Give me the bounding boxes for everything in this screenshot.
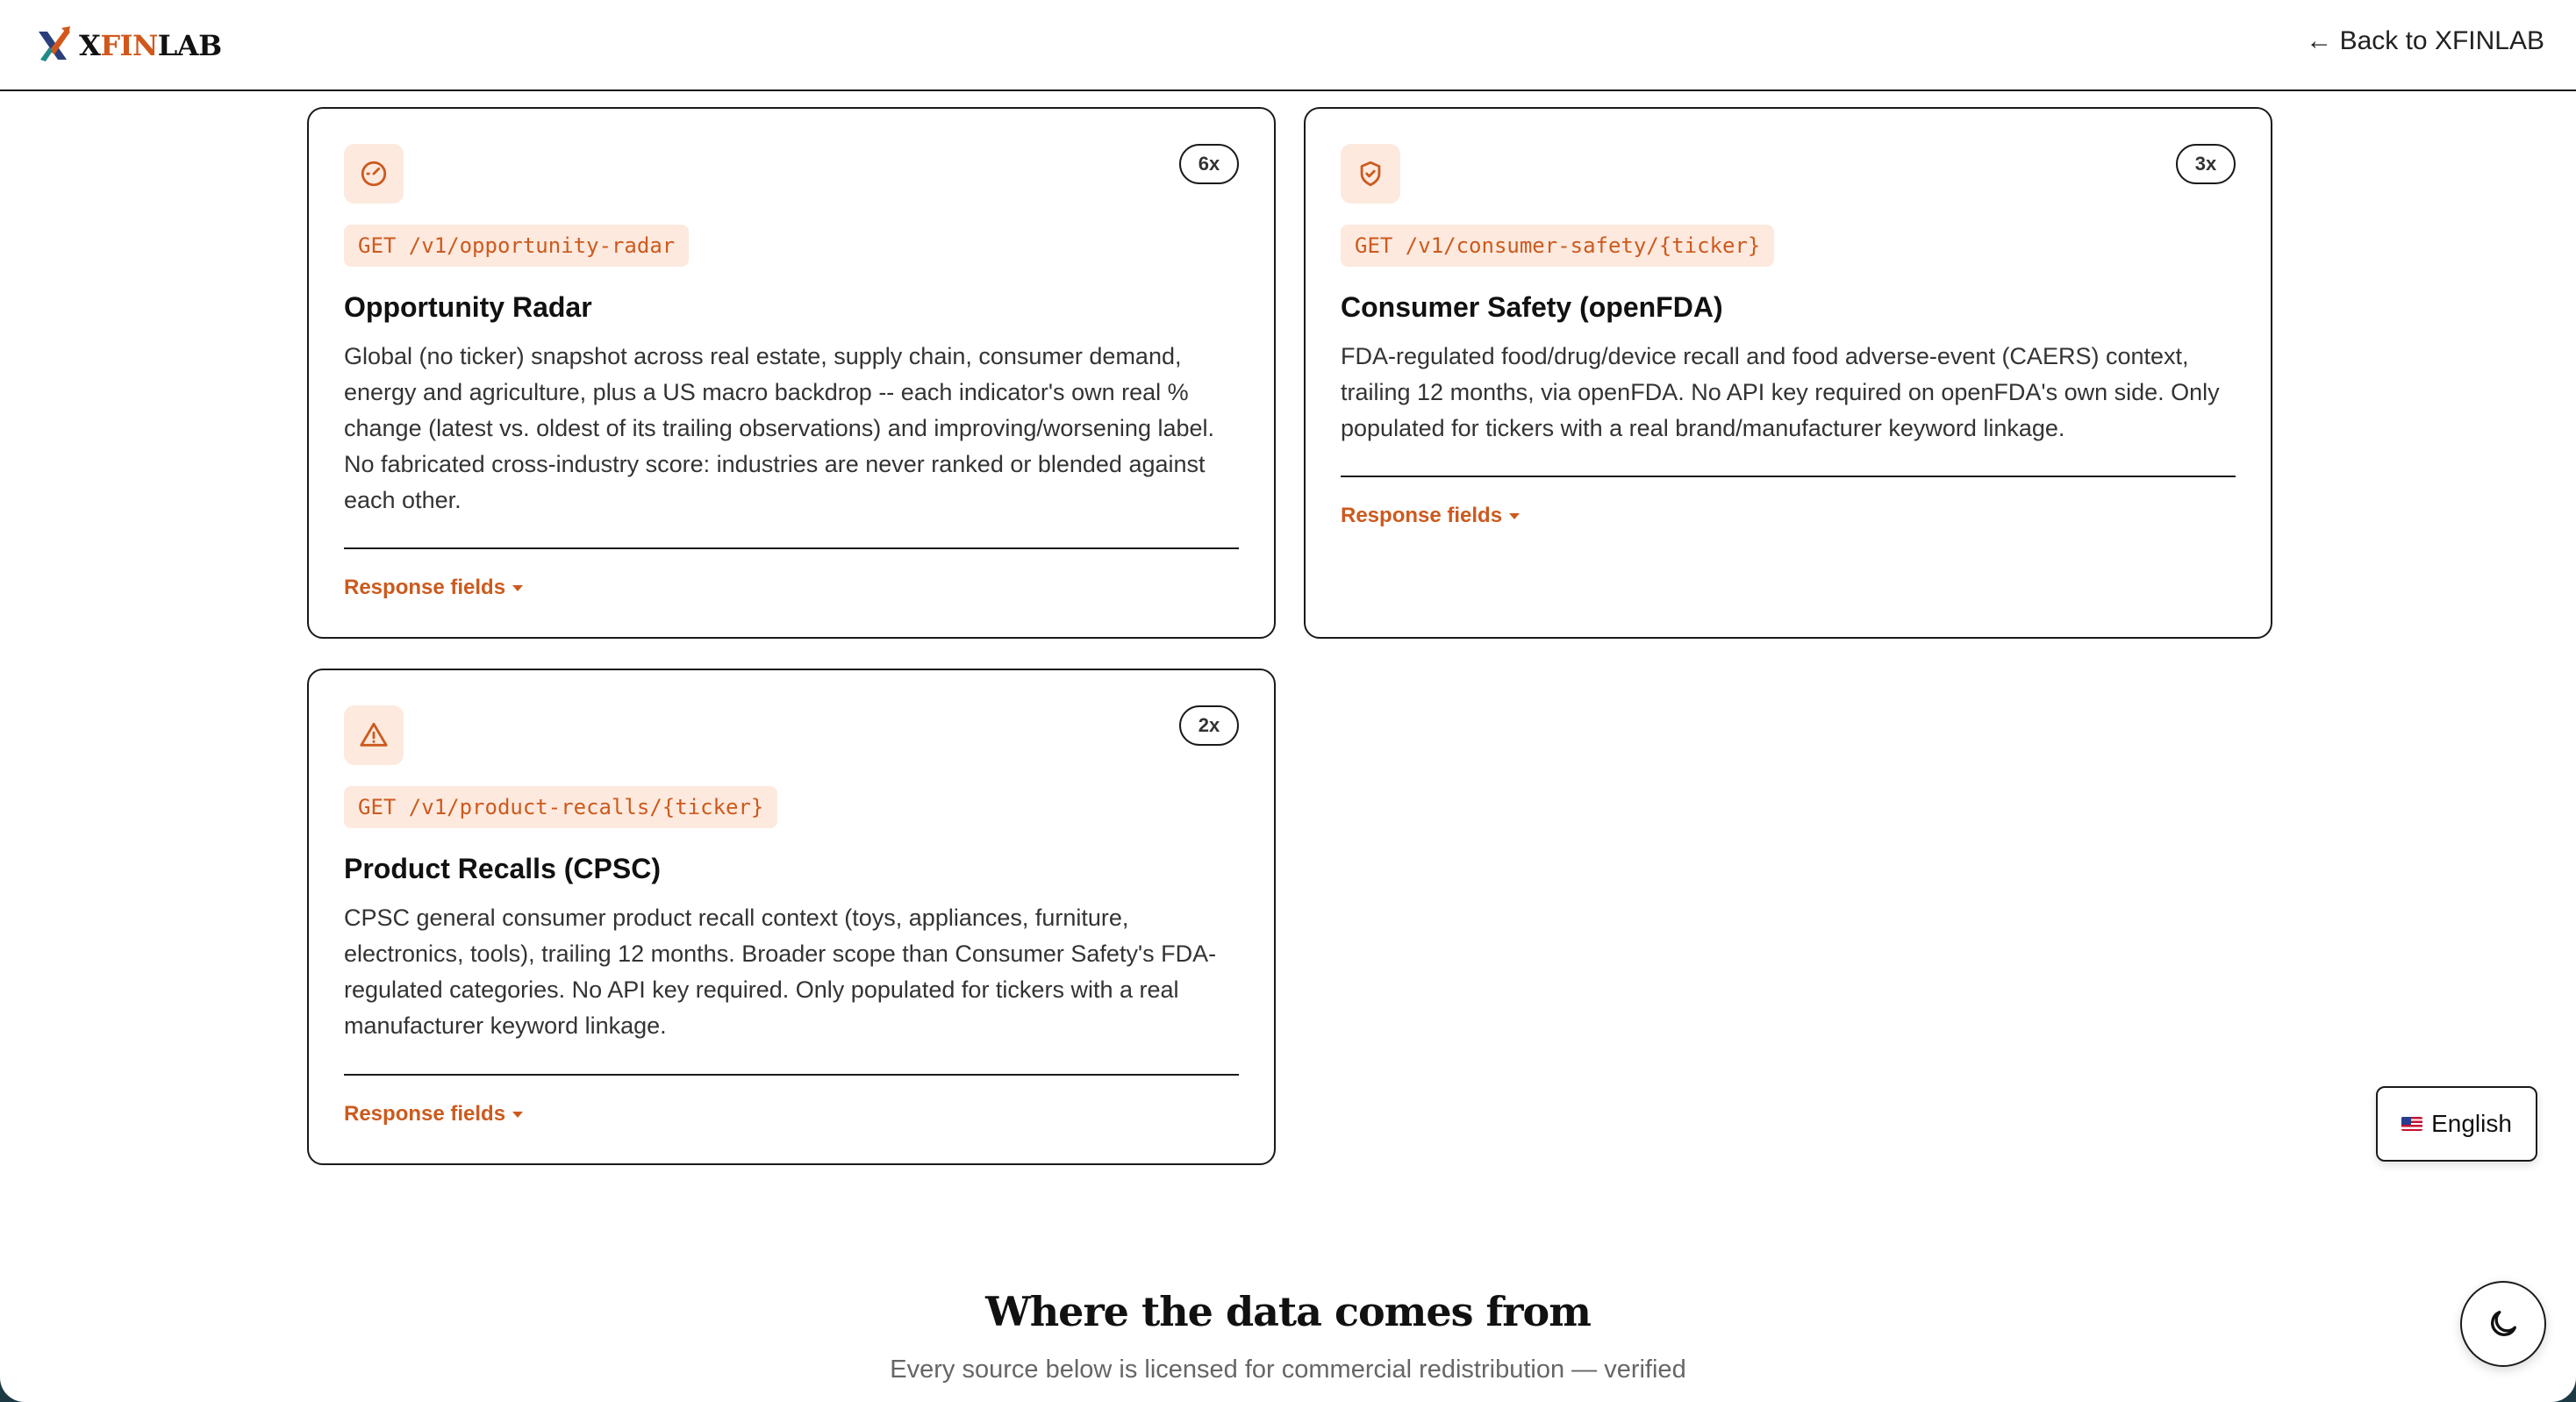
endpoint-card-opportunity-radar: [307, 107, 1276, 639]
warning-triangle-icon: [359, 720, 389, 750]
caret-down-icon: [512, 1112, 523, 1118]
card-icon-wrapper: [344, 144, 404, 204]
card-divider: [344, 1074, 1239, 1076]
language-label: English: [2431, 1110, 2512, 1137]
sources-section-title: Where the data comes from: [985, 1288, 1591, 1335]
brand-logo[interactable]: [35, 23, 222, 68]
back-to-xfinlab-link[interactable]: ← Back to XFINLAB: [2306, 26, 2544, 55]
sources-section-subtitle: Every source below is licensed for commercial redistribution — verified: [890, 1356, 1686, 1384]
gauge-icon: [359, 159, 389, 189]
xfinlab-logo-icon: [35, 25, 74, 67]
response-fields-toggle[interactable]: [344, 576, 523, 600]
endpoint-path: GET /v1/opportunity-radar: [344, 225, 689, 267]
card-icon-wrapper: [1341, 144, 1400, 204]
response-fields-toggle[interactable]: [344, 1102, 523, 1127]
response-fields-label: Response fields: [344, 1102, 506, 1126]
response-fields-label: Response fields: [344, 576, 506, 599]
weight-badge: 6x: [1179, 144, 1239, 184]
response-fields-toggle[interactable]: [1341, 504, 1520, 528]
weight-badge: 3x: [2176, 144, 2236, 184]
us-flag-icon: [2401, 1117, 2422, 1131]
card-description: FDA-regulated food/drug/device recall and food adverse-event (CAERS) context, trailing 12 months, via openFDA. No API key required on openFDA's own side. Only populated for tickers with a real brand/manufacturer keyword linkage.: [1341, 343, 2220, 441]
card-divider: [344, 547, 1239, 549]
endpoint-path: GET /v1/consumer-safety/{ticker}: [1341, 225, 1774, 267]
card-icon-wrapper: [344, 705, 404, 765]
endpoint-path: GET /v1/product-recalls/{ticker}: [344, 786, 777, 828]
response-fields-label: Response fields: [1341, 504, 1503, 527]
brand-name: XFINLAB: [79, 29, 222, 62]
card-description: CPSC general consumer product recall context (toys, appliances, furniture, electronics, tools), trailing 12 months. Broader scope than Consumer Safety's FDA-regulated categories. No API key required. Only populated for tickers with a real manufacturer keyword linkage.: [344, 905, 1217, 1039]
caret-down-icon: [1509, 513, 1520, 519]
language-selector-button[interactable]: [2376, 1086, 2537, 1162]
shield-check-icon: [1356, 159, 1385, 189]
card-title: Consumer Safety (openFDA): [1341, 291, 1723, 323]
card-description: Global (no ticker) snapshot across real estate, supply chain, consumer demand, energy and agriculture, plus a US macro backdrop -- each indicator's own real % change (latest vs. oldest of its trailing observations) and improving/worsening label. No fabricated cross-industry score: industries are never ranked or blended against each other.: [344, 343, 1215, 513]
endpoint-card-product-recalls: [307, 669, 1276, 1165]
card-divider: [1341, 476, 2236, 477]
top-header: [0, 0, 2576, 91]
card-title: Product Recalls (CPSC): [344, 853, 661, 884]
weight-badge: 2x: [1179, 705, 1239, 746]
caret-down-icon: [512, 585, 523, 591]
endpoint-card-consumer-safety: [1304, 107, 2272, 639]
card-title: Opportunity Radar: [344, 291, 592, 323]
